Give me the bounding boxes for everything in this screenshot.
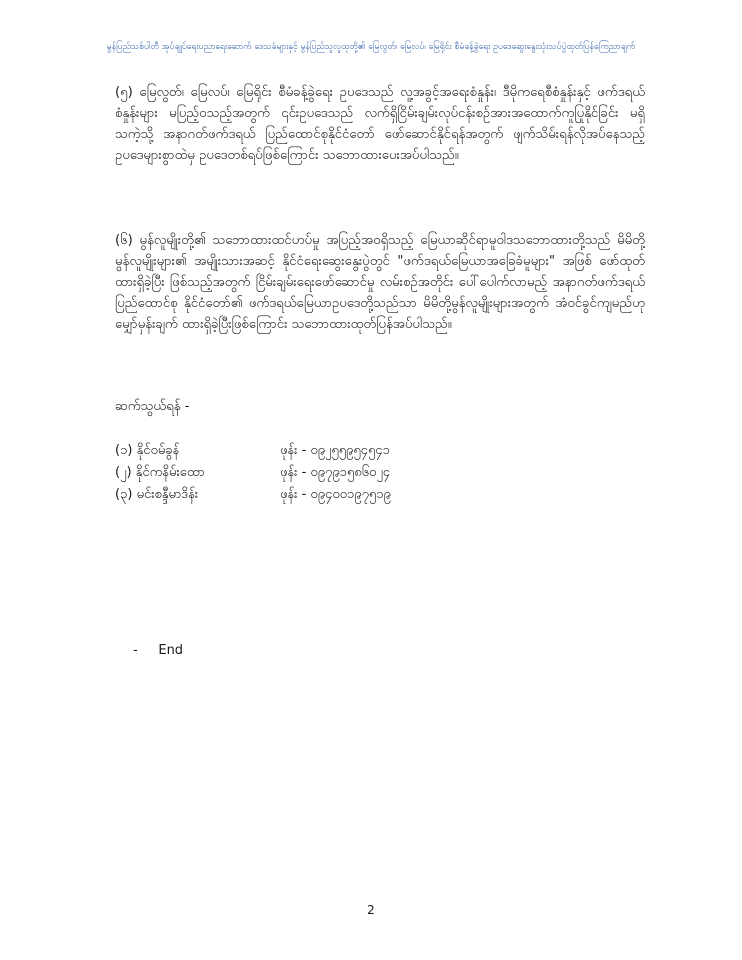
contact-phone: ဖုန်း - ၀၉၂၅၅၉၅၄၅၄၁ [280, 442, 390, 458]
contact-list [115, 440, 555, 506]
contact-name: (၂) နိုင်ကနိမ်းထော [115, 464, 205, 480]
contact-phone: ဖုန်း - ၀၉၇၉၁၅၈၆၀၂၄ [280, 464, 391, 480]
contact-row [115, 440, 555, 462]
paragraph-6: (၆) မွန်လူမျိုးတို့၏ သဘောထားထင်ဟပ်မှု အပြည့်အဝရှိသည့် မြေယာဆိုင်ရာမူဝါဒသဘောထားတို့သည် မိမိတို့မွန်လူမျိုးများ၏ အမျိုးသားအဆင့် နိုင်ငံရေးဆွေးနွေးပွဲတွင် "ဖက်ဒရယ်မြေယာအခြေခံမူများ" အဖြစ် ဖော်ထုတ်ထားရှိခဲ့ပြီး ဖြစ်သည့်အတွက် ငြိမ်းချမ်းရေးဖော်ဆောင်မှု လမ်းစဉ်အတိုင်း ပေါ်ပေါက်လာမည့် အနာဂတ်ဖက်ဒရယ်ပြည်ထောင်စု နိုင်ငံတော်၏ ဖက်ဒရယ်မြေယာဥပဒေတို့သည်သာ မိမိတို့မွန်လူမျိုးများအတွက် အံဝင်ခွင်ကျမည်ဟု မျှော်မှန်းချက် ထားရှိခဲ့ပြီးဖြစ်ကြောင်း သဘောထားထုတ်ပြန်အပ်ပါသည်။ [115, 233, 645, 332]
contact-name: (၁) နိုင်ဝမ်ခွန် [115, 442, 180, 458]
paragraph-5: (၅) မြေလွတ်၊ မြေလပ်၊ မြေရိုင်း စီမံခန့်ခွဲရေး ဥပဒေသည် လူ့အခွင့်အရေးစံနှုန်း၊ ဒီမိုကရေစီစံနှုန်းနှင့် ဖက်ဒရယ်စံနှုန်းများ မပြည့်ဝသည့်အတွက် ၎င်းဥပဒေသည် လက်ရှိငြိမ်းချမ်းလုပ်ငန်းစဉ်အားအထောက်ကူပြုနိုင်ခြင်း မရှိသကဲ့သို့ အနာဂတ်ဖက်ဒရယ် ပြည်ထောင်စုနိုင်ငံတော် ဖော်ဆောင်နိုင်ရန်အတွက် ဖျက်သိမ်းရန်လိုအပ်နေသည့် ဥပဒေများစွာထဲမှ ဥပဒေတစ်ရပ်ဖြစ်ကြောင်း သဘောထားပေးအပ်ပါသည်။ [115, 85, 645, 163]
page-number: 2 [367, 903, 375, 917]
contact-row [115, 484, 555, 506]
contact-row [115, 462, 555, 484]
end-mark: - End [133, 643, 184, 658]
contact-phone: ဖုန်း - ၀၉၄၀၀၁၉၇၅၁၉ [280, 486, 391, 502]
contact-heading: ဆက်သွယ်ရန် - [115, 399, 190, 414]
page-header: မွန်ပြည်သစ်ပါတီ အုပ်ချုပ်ရေးပညာရေးဆောက် ဒေသခံများနှင့် မွန်ပြည်သူလူထုတို့၏ မြေလွတ်၊ မြေလပ်၊ မြေရိုင်း စီမံခန့်ခွဲရေး ဥပဒေဆွေးနွေးသုံးသပ်ပွဲထုတ်ပြန်ကြေညာချက် [106, 42, 636, 52]
contact-name: (၃) မင်းစန္ဒီမာဒိန်း [115, 486, 199, 502]
